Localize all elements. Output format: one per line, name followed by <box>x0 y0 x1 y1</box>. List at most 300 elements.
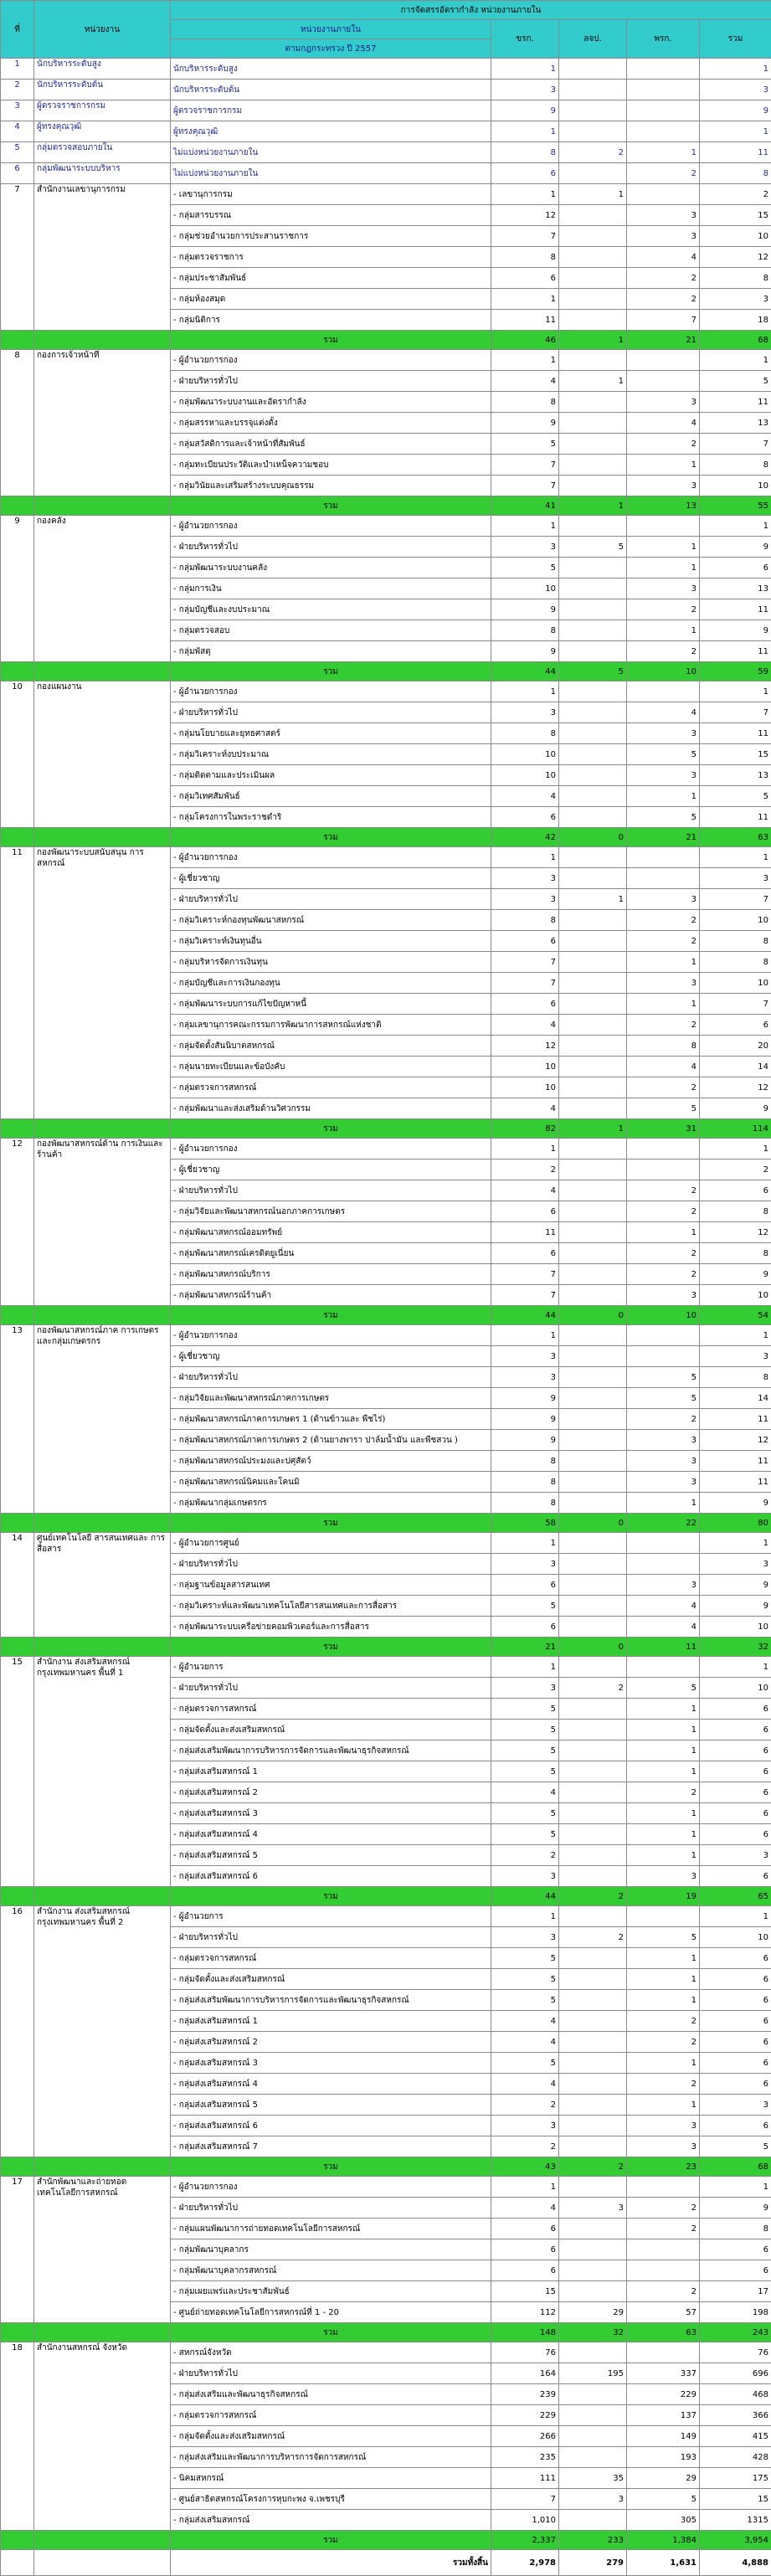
value-total: 7 <box>700 889 771 910</box>
subtotal-blank-unit <box>34 331 171 350</box>
value-employee: 1 <box>627 1720 700 1740</box>
value-employee: 337 <box>627 2363 700 2384</box>
value-employee: 1 <box>627 537 700 558</box>
value-total: 10 <box>700 1285 771 1306</box>
value-employee: 3 <box>627 226 700 247</box>
value-permanent <box>559 268 627 289</box>
value-civil: 10 <box>491 1057 559 1077</box>
value-employee: 1 <box>627 1222 700 1243</box>
sub-unit-name: - ศูนย์สาธิตสหกรณ์โครงการหุบกะพง จ.เพชรบุรี <box>171 2489 491 2510</box>
value-civil: 6 <box>491 931 559 952</box>
value-total: 415 <box>700 2426 771 2447</box>
sub-unit-name: - กลุ่มประชาสัมพันธ์ <box>171 268 491 289</box>
value-total: 9 <box>700 1493 771 1514</box>
value-employee: 1 <box>627 2053 700 2074</box>
value-permanent <box>559 247 627 268</box>
sub-unit-name: - กลุ่มวิเคราะห์และพัฒนาเทคโนโลยีสารสนเทศและการสื่อสาร <box>171 1596 491 1617</box>
value-permanent: 2 <box>559 142 627 163</box>
subtotal-label: รวม <box>171 1638 491 1657</box>
subtotal-total: 54 <box>700 1306 771 1325</box>
value-total: 1 <box>700 1139 771 1159</box>
subtotal-civil: 43 <box>491 2157 559 2177</box>
value-employee <box>627 1657 700 1678</box>
value-civil: 5 <box>491 1990 559 2011</box>
table-row <box>1 2177 771 2198</box>
value-civil: 1 <box>491 184 559 205</box>
subtotal-blank-unit <box>34 662 171 681</box>
sub-unit-name: - กลุ่มบริหารจัดการเงินทุน <box>171 952 491 973</box>
value-employee: 1 <box>627 1740 700 1761</box>
row-number: 1 <box>1 59 34 80</box>
table-row <box>1 2342 771 2363</box>
subtotal-row <box>1 1638 771 1657</box>
value-total: 17 <box>700 2281 771 2302</box>
value-employee: 57 <box>627 2302 700 2323</box>
value-employee: 5 <box>627 807 700 828</box>
grand-civil: 2,978 <box>491 2550 559 2576</box>
value-permanent <box>559 931 627 952</box>
value-employee <box>627 1325 700 1346</box>
value-total: 9 <box>700 100 771 121</box>
subtotal-permanent: 1 <box>559 496 627 516</box>
header-row-1 <box>1 1 771 20</box>
value-total: 11 <box>700 392 771 413</box>
value-civil: 10 <box>491 578 559 599</box>
value-civil: 1 <box>491 2177 559 2198</box>
sub-unit-name: - สหกรณ์จังหวัด <box>171 2342 491 2363</box>
value-civil: 15 <box>491 2281 559 2302</box>
value-permanent <box>559 1617 627 1638</box>
value-civil: 1 <box>491 1657 559 1678</box>
sub-unit-name: ไม่แบ่งหน่วยงานภายใน <box>171 142 491 163</box>
value-employee: 1 <box>627 2095 700 2116</box>
value-permanent <box>559 1430 627 1451</box>
value-permanent <box>559 1969 627 1990</box>
value-employee: 4 <box>627 1057 700 1077</box>
value-civil: 6 <box>491 163 559 184</box>
row-number: 10 <box>1 681 34 828</box>
value-total: 12 <box>700 247 771 268</box>
value-civil: 1 <box>491 1325 559 1346</box>
value-total: 1 <box>700 1906 771 1927</box>
value-permanent <box>559 807 627 828</box>
subtotal-blank-unit <box>34 1306 171 1325</box>
value-total: 1 <box>700 1533 771 1554</box>
subtotal-row <box>1 1887 771 1906</box>
value-total: 9 <box>700 620 771 641</box>
value-civil: 1 <box>491 681 559 702</box>
sub-unit-name: - กลุ่มวิเคราะห์งบประมาณ <box>171 744 491 765</box>
value-total: 6 <box>700 2239 771 2260</box>
value-permanent <box>559 2342 627 2363</box>
value-employee: 2 <box>627 268 700 289</box>
value-permanent <box>559 994 627 1015</box>
sub-unit-name: - กลุ่มส่งเสริมสหกรณ์ <box>171 2510 491 2531</box>
value-total: 9 <box>700 537 771 558</box>
value-employee <box>627 1346 700 1367</box>
sub-unit-name: - กลุ่มตรวจการสหกรณ์ <box>171 1077 491 1098</box>
value-total: 6 <box>700 1990 771 2011</box>
unit-name: ผู้ทรงคุณวุฒิ <box>34 121 171 142</box>
value-employee: 3 <box>627 2136 700 2157</box>
value-employee <box>627 1139 700 1159</box>
value-total: 8 <box>700 1367 771 1388</box>
value-civil: 9 <box>491 599 559 620</box>
value-civil: 8 <box>491 1493 559 1514</box>
value-employee: 5 <box>627 1367 700 1388</box>
subtotal-label: รวม <box>171 1887 491 1906</box>
value-employee: 1 <box>627 1699 700 1720</box>
sub-unit-name: - กลุ่มส่งเสริมสหกรณ์ 6 <box>171 2116 491 2136</box>
value-total: 11 <box>700 599 771 620</box>
value-permanent <box>559 952 627 973</box>
value-total: 1 <box>700 350 771 371</box>
value-permanent <box>559 2239 627 2260</box>
value-total: 12 <box>700 1430 771 1451</box>
value-total: 8 <box>700 952 771 973</box>
value-permanent <box>559 1699 627 1720</box>
subtotal-civil: 44 <box>491 662 559 681</box>
subtotal-label: รวม <box>171 828 491 847</box>
value-total: 15 <box>700 205 771 226</box>
subtotal-blank-unit <box>34 1887 171 1906</box>
value-total: 3 <box>700 1346 771 1367</box>
value-permanent <box>559 1325 627 1346</box>
value-total: 3 <box>700 80 771 100</box>
value-permanent <box>559 702 627 723</box>
value-permanent <box>559 1409 627 1430</box>
value-civil: 5 <box>491 1824 559 1845</box>
value-permanent <box>559 1057 627 1077</box>
subtotal-permanent: 1 <box>559 331 627 350</box>
unit-name: กลุ่มพัฒนาระบบบริหาร <box>34 163 171 184</box>
sub-unit-name: - กลุ่มตรวจการสหกรณ์ <box>171 1699 491 1720</box>
value-employee: 2 <box>627 1409 700 1430</box>
value-permanent <box>559 226 627 247</box>
value-permanent <box>559 1346 627 1367</box>
value-total: 9 <box>700 1596 771 1617</box>
value-total: 11 <box>700 641 771 662</box>
value-employee <box>627 80 700 100</box>
value-civil: 2 <box>491 1159 559 1180</box>
value-total: 11 <box>700 807 771 828</box>
value-permanent <box>559 1782 627 1803</box>
value-civil: 3 <box>491 889 559 910</box>
value-employee: 5 <box>627 2489 700 2510</box>
subtotal-permanent: 0 <box>559 1514 627 1533</box>
value-permanent <box>559 599 627 620</box>
value-permanent <box>559 641 627 662</box>
value-civil: 12 <box>491 205 559 226</box>
sub-unit-name: - ฝ่ายบริหารทั่วไป <box>171 1180 491 1201</box>
sub-unit-name: - ฝ่ายบริหารทั่วไป <box>171 889 491 910</box>
subtotal-blank-no <box>1 1119 34 1139</box>
value-employee: 3 <box>627 1472 700 1493</box>
sub-unit-name: - กลุ่มส่งเสริมสหกรณ์ 2 <box>171 2032 491 2053</box>
row-number: 12 <box>1 1139 34 1306</box>
sub-unit-name: - ผู้อำนวยการ <box>171 1657 491 1678</box>
value-civil: 4 <box>491 1015 559 1036</box>
value-permanent <box>559 2095 627 2116</box>
value-employee: 4 <box>627 1596 700 1617</box>
value-permanent <box>559 910 627 931</box>
value-total: 9 <box>700 1575 771 1596</box>
subtotal-employee: 11 <box>627 1638 700 1657</box>
sub-unit-name: - กลุ่มส่งเสริมสหกรณ์ 7 <box>171 2136 491 2157</box>
sub-unit-name: - กลุ่มช่วยอำนวยการประสานราชการ <box>171 226 491 247</box>
subtotal-blank-unit <box>34 828 171 847</box>
value-permanent <box>559 1159 627 1180</box>
subtotal-row <box>1 1306 771 1325</box>
value-total: 15 <box>700 744 771 765</box>
value-civil: 8 <box>491 723 559 744</box>
sub-unit-name: - กลุ่มพัฒนาสหกรณ์บริการ <box>171 1264 491 1285</box>
value-employee: 5 <box>627 1098 700 1119</box>
value-permanent <box>559 558 627 578</box>
sub-unit-name: - นิคมสหกรณ์ <box>171 2468 491 2489</box>
sub-unit-name: - กลุ่มพัฒนาบุคลากร <box>171 2239 491 2260</box>
sub-unit-name: - ผู้เชี่ยวชาญ <box>171 1346 491 1367</box>
sub-unit-name: - กลุ่มพัฒนากลุ่มเกษตรกร <box>171 1493 491 1514</box>
value-employee: 8 <box>627 1036 700 1057</box>
value-permanent <box>559 1657 627 1678</box>
sub-unit-name: - กลุ่มส่งเสริมสหกรณ์ 4 <box>171 1824 491 1845</box>
sub-unit-name: - กลุ่มวิเคราะห์เงินทุนอื่น <box>171 931 491 952</box>
sub-unit-name: - กลุ่มส่งเสริมสหกรณ์ 5 <box>171 2095 491 2116</box>
value-permanent <box>559 620 627 641</box>
row-number: 17 <box>1 2177 34 2323</box>
sub-unit-name: - ศูนย์ถ่ายทอดเทคโนโลยีการสหกรณ์ที่ 1 - 20 <box>171 2302 491 2323</box>
subtotal-employee: 22 <box>627 1514 700 1533</box>
value-employee <box>627 2260 700 2281</box>
sub-unit-name: - กลุ่มทะเบียนประวัติและบำเหน็จความชอบ <box>171 455 491 476</box>
value-permanent <box>559 1388 627 1409</box>
value-total: 6 <box>700 2053 771 2074</box>
value-total: 9 <box>700 2198 771 2219</box>
value-civil: 6 <box>491 2219 559 2239</box>
sub-unit-name: - กลุ่มนโยบายและยุทธศาสตร์ <box>171 723 491 744</box>
col-header-group: การจัดสรรอัตรากำลัง หน่วยงานภายใน <box>171 1 771 20</box>
value-civil: 111 <box>491 2468 559 2489</box>
value-civil: 6 <box>491 268 559 289</box>
value-civil: 4 <box>491 2032 559 2053</box>
sub-unit-name: - กลุ่มพัฒนาสหกรณ์นิคมและโคนมิ <box>171 1472 491 1493</box>
value-employee: 3 <box>627 205 700 226</box>
value-total: 6 <box>700 558 771 578</box>
sub-unit-name: - กลุ่มพัฒนาบุคลากรสหกรณ์ <box>171 2260 491 2281</box>
subtotal-row <box>1 2531 771 2550</box>
value-total: 6 <box>700 1969 771 1990</box>
value-civil: 5 <box>491 1969 559 1990</box>
value-permanent: 1 <box>559 889 627 910</box>
value-total: 10 <box>700 973 771 994</box>
value-civil: 8 <box>491 1472 559 1493</box>
subtotal-label: รวม <box>171 1306 491 1325</box>
sub-unit-name: - กลุ่มพัฒนาระบบการแก้ไขปัญหาหนี้ <box>171 994 491 1015</box>
subtotal-civil: 2,337 <box>491 2531 559 2550</box>
sub-unit-name: - ผู้อำนวยการกอง <box>171 1139 491 1159</box>
table-row <box>1 1139 771 1159</box>
subtotal-employee: 23 <box>627 2157 700 2177</box>
value-permanent <box>559 1906 627 1927</box>
subtotal-permanent: 1 <box>559 1119 627 1139</box>
value-civil: 8 <box>491 910 559 931</box>
sub-unit-name: - กลุ่มสรรหาและบรรจุแต่งตั้ง <box>171 413 491 434</box>
value-employee <box>627 1159 700 1180</box>
value-employee: 137 <box>627 2405 700 2426</box>
value-civil: 9 <box>491 1430 559 1451</box>
subtotal-total: 68 <box>700 2157 771 2177</box>
subtotal-total: 59 <box>700 662 771 681</box>
value-total: 1 <box>700 1325 771 1346</box>
value-employee: 5 <box>627 1388 700 1409</box>
subtotal-blank-no <box>1 496 34 516</box>
value-civil: 5 <box>491 1761 559 1782</box>
value-civil: 9 <box>491 641 559 662</box>
value-civil: 3 <box>491 1346 559 1367</box>
value-employee <box>627 868 700 889</box>
value-permanent <box>559 723 627 744</box>
value-civil: 3 <box>491 1367 559 1388</box>
value-total: 6 <box>700 1720 771 1740</box>
value-civil: 7 <box>491 476 559 496</box>
sub-unit-name: - ฝ่ายบริหารทั่วไป <box>171 702 491 723</box>
value-permanent <box>559 2510 627 2531</box>
value-permanent <box>559 1098 627 1119</box>
value-civil: 7 <box>491 1264 559 1285</box>
value-civil: 11 <box>491 310 559 331</box>
value-civil: 1,010 <box>491 2510 559 2531</box>
value-employee: 229 <box>627 2384 700 2405</box>
value-civil: 5 <box>491 1720 559 1740</box>
value-total: 7 <box>700 434 771 455</box>
value-permanent <box>559 434 627 455</box>
subtotal-label: รวม <box>171 2531 491 2550</box>
sub-unit-name: - กลุ่มพัฒนาระบบงานและอัตรากำลัง <box>171 392 491 413</box>
value-permanent <box>559 516 627 537</box>
value-permanent: 29 <box>559 2302 627 2323</box>
value-civil: 4 <box>491 1098 559 1119</box>
value-permanent <box>559 1761 627 1782</box>
value-employee: 1 <box>627 1761 700 1782</box>
value-civil: 3 <box>491 80 559 100</box>
subtotal-blank-no <box>1 2531 34 2550</box>
sub-unit-name: - ผู้อำนวยการ <box>171 1906 491 1927</box>
value-employee <box>627 100 700 121</box>
value-employee <box>627 350 700 371</box>
value-total: 6 <box>700 1180 771 1201</box>
subtotal-blank-no <box>1 828 34 847</box>
col-header-c4: รวม <box>700 20 771 59</box>
subtotal-blank-no <box>1 1306 34 1325</box>
sub-unit-name: - กลุ่มส่งเสริมและพัฒนาธุรกิจสหกรณ์ <box>171 2384 491 2405</box>
subtotal-blank-unit <box>34 2323 171 2342</box>
value-employee: 1 <box>627 1493 700 1514</box>
subtotal-row <box>1 828 771 847</box>
value-permanent <box>559 59 627 80</box>
unit-name: ผู้ตรวจราชการกรม <box>34 100 171 121</box>
value-civil: 7 <box>491 973 559 994</box>
value-total: 6 <box>700 1699 771 1720</box>
value-permanent: 195 <box>559 2363 627 2384</box>
subtotal-employee: 19 <box>627 1887 700 1906</box>
subtotal-label: รวม <box>171 496 491 516</box>
value-total: 6 <box>700 1948 771 1969</box>
value-permanent <box>559 1367 627 1388</box>
value-employee: 5 <box>627 744 700 765</box>
value-permanent <box>559 744 627 765</box>
subtotal-permanent: 233 <box>559 2531 627 2550</box>
value-employee <box>627 681 700 702</box>
value-permanent: 2 <box>559 1927 627 1948</box>
value-civil: 3 <box>491 702 559 723</box>
value-permanent <box>559 1554 627 1575</box>
row-number: 6 <box>1 163 34 184</box>
value-employee: 5 <box>627 1678 700 1699</box>
subtotal-permanent: 0 <box>559 1306 627 1325</box>
value-total: 3 <box>700 2095 771 2116</box>
value-total: 11 <box>700 1409 771 1430</box>
subtotal-total: 3,954 <box>700 2531 771 2550</box>
value-permanent <box>559 2032 627 2053</box>
subtotal-employee: 63 <box>627 2323 700 2342</box>
value-employee: 2 <box>627 1201 700 1222</box>
value-employee: 1 <box>627 952 700 973</box>
value-civil: 7 <box>491 952 559 973</box>
value-total: 8 <box>700 1201 771 1222</box>
subtotal-blank-no <box>1 2157 34 2177</box>
subtotal-blank-no <box>1 331 34 350</box>
subtotal-blank-unit <box>34 1514 171 1533</box>
value-total: 1 <box>700 681 771 702</box>
value-total: 1315 <box>700 2510 771 2531</box>
subtotal-blank-no <box>1 2323 34 2342</box>
unit-name: กองพัฒนาสหกรณ์ด้าน การเงินและร้านค้า <box>34 1139 171 1306</box>
value-civil: 5 <box>491 1803 559 1824</box>
subtotal-permanent: 32 <box>559 2323 627 2342</box>
value-permanent <box>559 1222 627 1243</box>
sub-unit-name: - ผู้อำนวยการกอง <box>171 516 491 537</box>
value-civil: 1 <box>491 1139 559 1159</box>
sub-unit-name: - กลุ่มตรวจสอบ <box>171 620 491 641</box>
value-total: 428 <box>700 2447 771 2468</box>
value-total: 9 <box>700 1098 771 1119</box>
sub-unit-name: - กลุ่มวิเทศสัมพันธ์ <box>171 786 491 807</box>
value-permanent <box>559 1451 627 1472</box>
value-permanent <box>559 2447 627 2468</box>
value-total: 10 <box>700 1678 771 1699</box>
value-civil: 8 <box>491 247 559 268</box>
sub-unit-name: - ผู้อำนวยการกอง <box>171 681 491 702</box>
sub-unit-name: - กลุ่มนิติการ <box>171 310 491 331</box>
value-permanent <box>559 289 627 310</box>
value-civil: 10 <box>491 744 559 765</box>
value-employee: 2 <box>627 289 700 310</box>
sub-unit-name: - กลุ่มพัฒนาและส่งเสริมด้านวิศวกรรม <box>171 1098 491 1119</box>
value-employee: 4 <box>627 413 700 434</box>
unit-name: นักบริหารระดับต้น <box>34 80 171 100</box>
col-header-sub2: ตามกฎกระทรวง ปี 2557 <box>171 39 491 59</box>
value-employee <box>627 2342 700 2363</box>
table-row <box>1 1906 771 1927</box>
value-civil: 3 <box>491 2116 559 2136</box>
value-employee: 3 <box>627 889 700 910</box>
sub-unit-name: - กลุ่มจัดตั้งสันนิบาตสหกรณ์ <box>171 1036 491 1057</box>
subtotal-total: 65 <box>700 1887 771 1906</box>
value-civil: 1 <box>491 1533 559 1554</box>
sub-unit-name: - กลุ่มจัดตั้งและส่งเสริมสหกรณ์ <box>171 1969 491 1990</box>
value-employee: 305 <box>627 2510 700 2531</box>
